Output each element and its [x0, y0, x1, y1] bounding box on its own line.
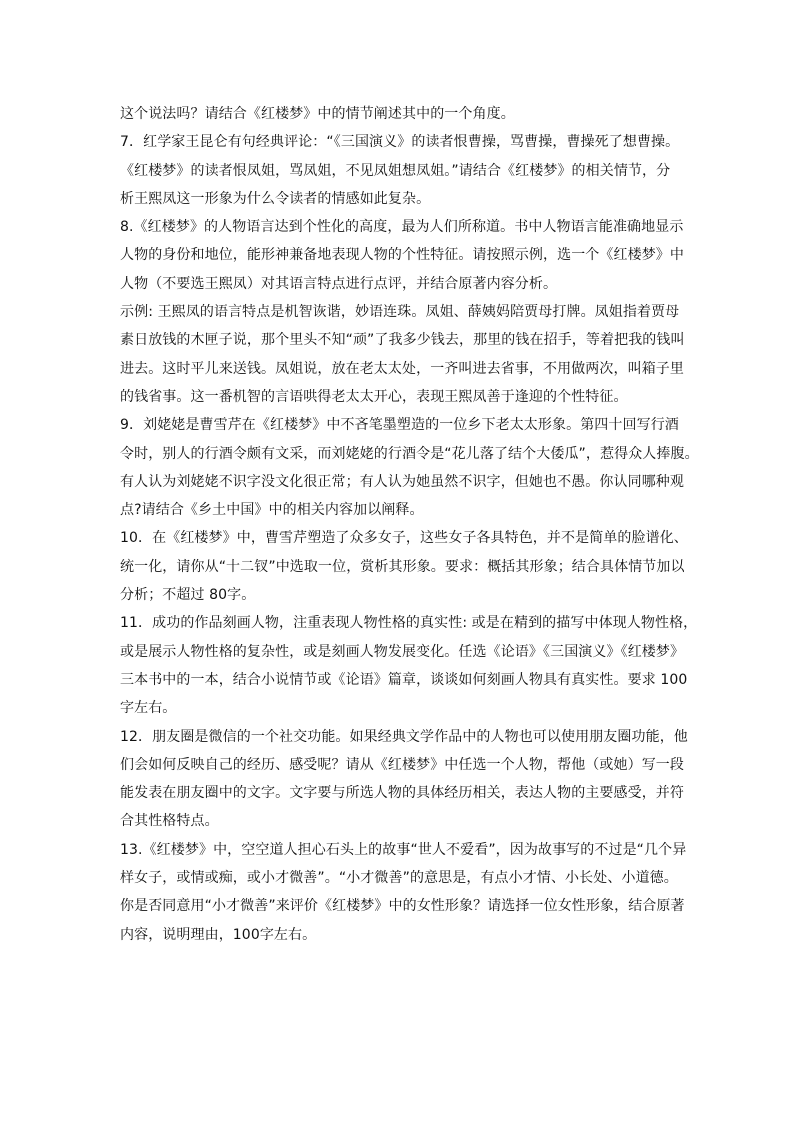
text-line: 析王熙凤这一形象为什么令读者的情感如此复杂。 — [120, 190, 431, 207]
text-line: 的钱省事。这一番机智的言语哄得老太太开心，表现王熙凤善于逢迎的个性特征。 — [120, 388, 628, 405]
text-line: 样女子，或情或痴，或小才微善”。“小才微善”的意思是，有点小才情、小长处、小道德。 — [120, 870, 678, 887]
document-body — [120, 100, 700, 949]
text-line: 令时，别人的行酒令颇有文采，而刘姥姥的行酒令是“花儿落了结个大倭瓜”，惹得众人捧腹。 — [120, 445, 699, 462]
text-line: 10．在《红楼梦》中，曹雪芹塑造了众多女子，这些女子各具特色，并不是简单的脸谱化、 — [120, 530, 688, 547]
text-line: 点?请结合《乡土中国》中的相关内容加以阐释。 — [120, 502, 424, 519]
text-line: 7．红学家王昆仑有句经典评论：“《三国演义》的读者恨曹操，骂曹操，曹操死了想曹操。 — [120, 134, 680, 151]
text-line: 统一化，请你从“十二钗”中选取一位，赏析其形象。要求：概括其形象；结合具体情节加以 — [120, 558, 685, 575]
text-line: 《红楼梦》的读者恨凤姐，骂凤姐，不见凤姐想凤姐。”请结合《红楼梦》的相关情节，分 — [120, 162, 671, 179]
text-line: 素日放钱的木匣子说，那个里头不知“顽”了我多少钱去，那里的钱在招手，等着把我的钱叫 — [120, 332, 685, 349]
text-line: 们会如何反映自己的经历、感受呢？请从《红楼梦》中任选一个人物，帮他（或她）写一段 — [120, 756, 684, 773]
text-line: 三本书中的一本，结合小说情节或《论语》篇章，谈谈如何刻画人物具有真实性。要求 100 — [120, 671, 688, 688]
text-line: 12．朋友圈是微信的一个社交功能。如果经典文学作品中的人物也可以使用朋友圈功能，他 — [120, 728, 688, 745]
text-line: 示例: 王熙凤的语言特点是机智诙谐，妙语连珠。凤姐、薛姨妈陪贾母打牌。凤姐指着贾母 — [120, 304, 680, 321]
text-line: 8.《红楼梦》的人物语言达到个性化的高度，最为人们所称道。书中人物语言能准确地显示 — [120, 219, 684, 236]
text-line: 13.《红楼梦》中，空空道人担心石头上的故事“世人不爱看”，因为故事写的不过是“几个异 — [120, 841, 687, 858]
text-line: 分析；不超过 80字。 — [120, 587, 256, 604]
text-line: 这个说法吗？请结合《红楼梦》中的情节阐述其中的一个角度。 — [120, 106, 515, 122]
text-line: 或是展示人物性格的复杂性，或是刻画人物发展变化。任选《论语》《三国演义》《红楼梦》 — [120, 643, 685, 660]
text-line: 你是否同意用“小才微善”来评价《红楼梦》中的女性形象？请选择一位女性形象，结合原著 — [120, 898, 685, 915]
text-line: 字左右。 — [120, 700, 177, 717]
text-line: 人物（不要选王熙凤）对其语言特点进行点评，并结合原著内容分析。 — [120, 275, 558, 292]
text-line: 内容，说明理由，100字左右。 — [120, 926, 317, 943]
text-line: 9．刘姥姥是曹雪芹在《红楼梦》中不吝笔墨塑造的一位乡下老太太形象。第四十回写行酒 — [120, 417, 679, 434]
text-line: 合其性格特点。 — [120, 813, 219, 830]
text-line: 11．成功的作品刻画人物，注重表现人物性格的真实性: 或是在精到的描写中体现人物性格， — [120, 615, 698, 632]
text-line: 人物的身份和地位，能形神兼备地表现人物的个性特征。请按照示例，选一个《红楼梦》中 — [120, 247, 684, 264]
text-line: 进去。这时平儿来送钱。凤姐说，放在老太太处，一齐叫进去省事，不用做两次，叫箱子里 — [120, 360, 684, 377]
text-line: 有人认为刘姥姥不识字没文化很正常；有人认为她虽然不识字，但她也不愚。你认同哪种观 — [120, 473, 684, 490]
text-line: 能发表在朋友圈中的文字。文字要与所选人物的具体经历相关，表达人物的主要感受，并符 — [120, 785, 684, 802]
